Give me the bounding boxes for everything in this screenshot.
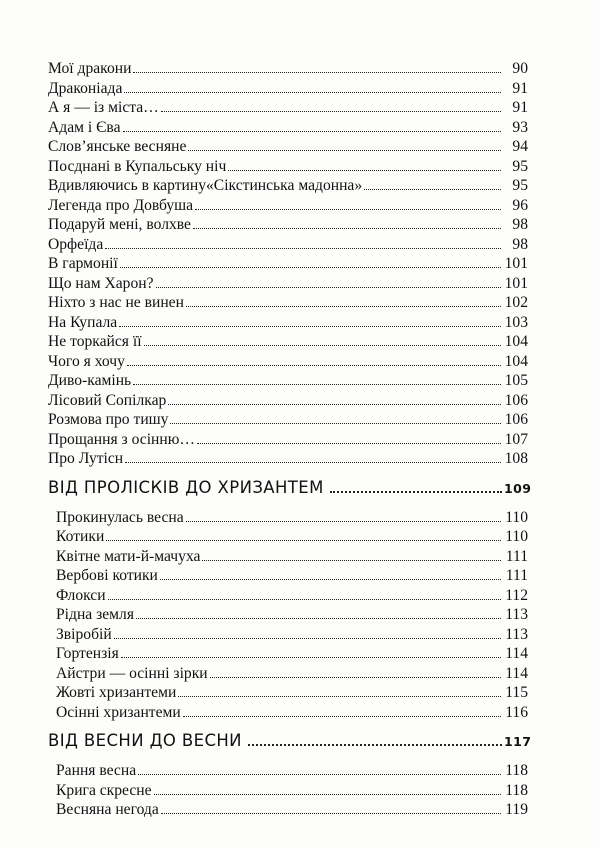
dot-leader: [160, 579, 501, 580]
toc-entry: [48, 587, 528, 607]
toc-entry: [48, 294, 528, 314]
toc-entry: [48, 60, 528, 80]
entry-title: Флокси: [56, 586, 106, 604]
dot-leader: [228, 170, 501, 171]
entry-page-number: 93: [512, 118, 528, 136]
entry-page-number: 113: [505, 606, 528, 623]
toc-entry: [48, 353, 528, 373]
entry-page-number: 104: [504, 333, 528, 350]
dot-leader: [114, 638, 501, 639]
entry-page-number: 119: [505, 801, 528, 818]
toc-entry: [48, 431, 528, 451]
entry-title: Посднані в Купальську ніч: [48, 157, 227, 175]
dot-leader: [133, 72, 501, 73]
section-title: ВІД ВЕСНИ ДО ВЕСНИ: [48, 731, 242, 750]
entry-page-number: 98: [512, 235, 528, 253]
entry-page-number: 104: [504, 352, 528, 370]
dot-leader: [136, 618, 501, 619]
dot-leader: [202, 560, 501, 561]
entry-title: Прокинулась весна: [56, 508, 184, 526]
entry-title: Гортензія: [56, 645, 119, 662]
dot-leader: [197, 443, 501, 444]
entry-title: На Купала: [48, 313, 118, 331]
entry-title: Що нам Харон?: [48, 274, 154, 292]
entry-title: Розмова про тишу: [48, 411, 169, 428]
entry-page-number: 106: [504, 391, 528, 409]
toc-entry: [48, 177, 528, 197]
entry-title: Чого я хочу: [48, 352, 125, 370]
entry-page-number: 118: [505, 781, 528, 799]
entry-title: Айстри — осінні зірки: [56, 664, 208, 682]
section-page-number: 117: [504, 734, 532, 749]
entries-block-3: [48, 762, 528, 821]
dot-leader: [193, 228, 501, 229]
entries-block-1: [48, 60, 528, 470]
dot-leader: [168, 404, 501, 405]
dot-leader: [120, 267, 501, 268]
entry-page-number: 91: [512, 79, 528, 97]
entry-title: Подаруй мені, волхве: [48, 216, 191, 233]
entry-title: Драконіада: [48, 79, 123, 97]
entry-page-number: 96: [512, 196, 528, 214]
toc-entry: [48, 528, 528, 548]
entry-page-number: 116: [505, 703, 528, 721]
entry-page-number: 110: [505, 508, 528, 526]
toc-entry: [48, 80, 528, 100]
dot-leader: [330, 491, 502, 493]
dot-leader: [195, 209, 501, 210]
entry-title: Не торкайся її: [48, 333, 142, 350]
entry-page-number: 108: [504, 450, 528, 467]
entry-title: Весняна негода: [56, 801, 159, 818]
entry-title: Ніхто з нас не винен: [48, 294, 184, 311]
entry-title: Осінні хризантеми: [56, 703, 181, 721]
dot-leader: [124, 92, 501, 93]
entry-page-number: 95: [512, 157, 528, 175]
entry-page-number: 118: [505, 762, 528, 779]
toc-entry: [48, 509, 528, 529]
dot-leader: [161, 813, 501, 814]
toc-entry: [48, 99, 528, 119]
dot-leader: [119, 326, 501, 327]
entry-title: Легенда про Довбуша: [48, 196, 194, 214]
entry-title: Вдивляючись в картину«Сікстинська мадонна»: [48, 177, 363, 194]
toc-entry: [48, 645, 528, 665]
entry-page-number: 114: [505, 664, 528, 682]
dot-leader: [178, 696, 501, 697]
dot-leader: [105, 248, 501, 249]
entry-title: В гармонії: [48, 255, 118, 272]
entry-title: Жовті хризантеми: [56, 684, 177, 701]
entry-page-number: 113: [505, 625, 528, 643]
dot-leader: [364, 189, 501, 190]
entry-title: Адам і Єва: [48, 118, 121, 136]
entry-page-number: 111: [505, 567, 528, 584]
toc-entry: [48, 567, 528, 587]
toc-entry: [48, 548, 528, 568]
entry-title: Звіробій: [56, 625, 112, 643]
dot-leader: [188, 150, 501, 151]
dot-leader: [125, 462, 501, 463]
dot-leader: [156, 287, 501, 288]
section-page-number: 109: [504, 480, 532, 496]
entry-page-number: 112: [505, 586, 528, 604]
dot-leader: [186, 521, 501, 522]
entry-title: Диво-камінь: [48, 372, 132, 389]
dot-leader: [121, 657, 501, 658]
dot-leader: [170, 423, 501, 424]
dot-leader: [248, 744, 502, 746]
entry-title: Мої дракони: [48, 60, 132, 77]
dot-leader: [183, 716, 501, 717]
entry-title: А я — із міста…: [48, 99, 159, 116]
toc-entry: [48, 138, 528, 158]
toc-entry: [48, 333, 528, 353]
entry-page-number: 106: [504, 411, 528, 428]
entry-title: Слов’янське весняне: [48, 138, 187, 155]
table-of-contents: [48, 58, 532, 821]
entry-page-number: 114: [505, 645, 528, 662]
entry-page-number: 107: [504, 430, 528, 448]
toc-entry: [48, 665, 528, 685]
entry-page-number: 94: [512, 138, 528, 155]
toc-entry: [48, 372, 528, 392]
entry-page-number: 98: [512, 216, 528, 233]
toc-entry: [48, 314, 528, 334]
toc-entry: [48, 762, 528, 782]
toc-entry: [48, 255, 528, 275]
toc-entry: [48, 216, 528, 236]
entry-title: Рідна земля: [56, 606, 135, 623]
toc-entry: [48, 801, 528, 821]
entry-title: Рання весна: [56, 762, 137, 779]
toc-entry: [48, 450, 528, 470]
entry-title: Орфеїда: [48, 235, 104, 253]
dot-leader: [154, 794, 501, 795]
toc-entry: [48, 684, 528, 704]
toc-entry: [48, 392, 528, 412]
section-title: ВІД ПРОЛІСКІВ ДО ХРИЗАНТЕМ: [48, 477, 324, 497]
entry-page-number: 110: [505, 528, 528, 545]
toc-entry: [48, 704, 528, 724]
entry-page-number: 111: [505, 547, 528, 565]
entry-page-number: 101: [504, 274, 528, 292]
entries-block-2: [48, 509, 528, 724]
entry-title: Вербові котики: [56, 567, 158, 584]
toc-entry: [48, 275, 528, 295]
dot-leader: [138, 774, 501, 775]
toc-entry: [48, 782, 528, 802]
entry-title: Крига скресне: [56, 781, 152, 799]
dot-leader: [144, 345, 501, 346]
dot-leader: [161, 111, 501, 112]
entry-page-number: 101: [504, 255, 528, 272]
toc-entry: [48, 411, 528, 431]
entry-title: Квітне мати-й-мачуха: [56, 547, 201, 565]
dot-leader: [127, 365, 501, 366]
dot-leader: [123, 131, 502, 132]
toc-entry: [48, 197, 528, 217]
entry-title: Лісовий Сопілкар: [48, 391, 167, 409]
dot-leader: [186, 306, 501, 307]
entry-page-number: 102: [504, 294, 528, 311]
dot-leader: [108, 599, 501, 600]
toc-entry: [48, 119, 528, 139]
entry-page-number: 95: [512, 177, 528, 194]
entry-page-number: 90: [512, 60, 528, 77]
section-heading-vesna: [48, 731, 532, 760]
entry-title: Прощання з осінню…: [48, 430, 195, 448]
dot-leader: [106, 540, 501, 541]
dot-leader: [210, 677, 501, 678]
toc-entry: [48, 236, 528, 256]
entry-page-number: 103: [504, 313, 528, 331]
toc-entry: [48, 158, 528, 178]
entry-page-number: 91: [512, 99, 528, 116]
entry-title: Про Лутісн: [48, 450, 124, 467]
entry-title: Котики: [56, 528, 105, 545]
entry-page-number: 115: [505, 684, 528, 701]
dot-leader: [133, 384, 501, 385]
section-heading-prolisky: [48, 477, 532, 507]
toc-entry: [48, 626, 528, 646]
toc-entry: [48, 606, 528, 626]
entry-page-number: 105: [504, 372, 528, 389]
